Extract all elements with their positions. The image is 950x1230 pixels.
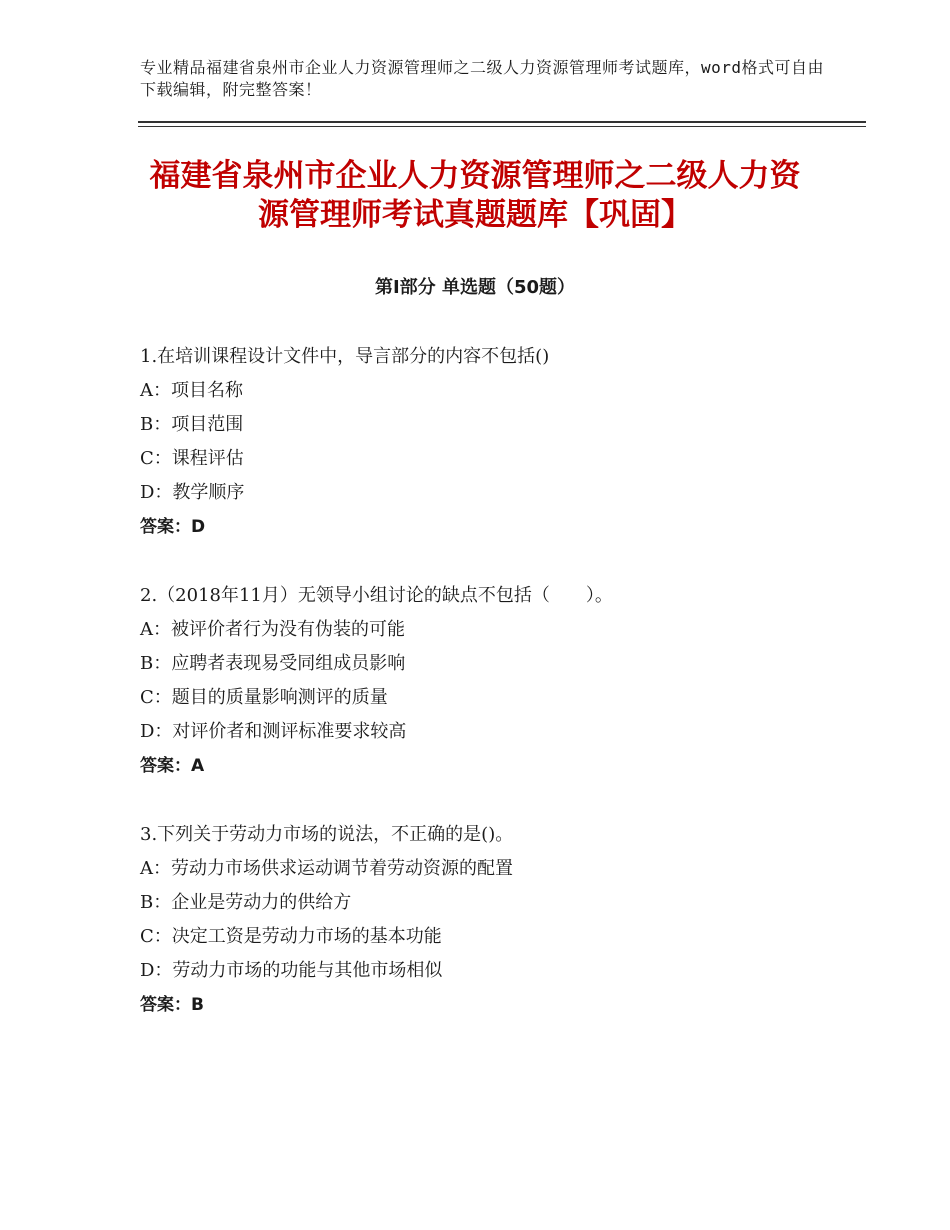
option-c: C：题目的质量影响测评的质量: [140, 687, 388, 708]
option-d: D：教学顺序: [140, 482, 245, 503]
option-d: D：对评价者和测评标准要求较高: [140, 721, 407, 742]
option-b: B：企业是劳动力的供给方: [140, 892, 352, 913]
question-stem: 1.在培训课程设计文件中，导言部分的内容不包括(): [140, 346, 550, 367]
section-heading: 第Ⅰ部分 单选题（50题）: [374, 277, 575, 298]
header-rule-thin: [138, 126, 866, 127]
question-3: [140, 818, 860, 1022]
document-title: 福建省泉州市企业人力资源管理师之二级人力资源管理师考试真题题库【巩固】: [149, 158, 801, 233]
option-a: A：项目名称: [140, 380, 243, 401]
answer: 答案：D: [140, 517, 206, 537]
question-1: [140, 340, 860, 544]
header-rule-thick: [138, 121, 866, 123]
option-a: A：被评价者行为没有伪装的可能: [140, 619, 405, 640]
option-c: C：课程评估: [140, 448, 244, 469]
option-c: C：决定工资是劳动力市场的基本功能: [140, 926, 442, 947]
option-b: B：项目范围: [140, 414, 244, 435]
header-note: 专业精品福建省泉州市企业人力资源管理师之二级人力资源管理师考试题库，word格式可自由下载编辑，附完整答案！: [140, 58, 825, 99]
question-2: [140, 579, 860, 783]
option-b: B：应聘者表现易受同组成员影响: [140, 653, 406, 674]
answer: 答案：A: [140, 756, 205, 776]
question-stem: 3.下列关于劳动力市场的说法，不正确的是()。: [140, 824, 514, 845]
answer: 答案：B: [140, 995, 204, 1015]
question-stem: 2.（2018年11月）无领导小组讨论的缺点不包括（ ）。: [140, 585, 613, 606]
option-a: A：劳动力市场供求运动调节着劳动资源的配置: [140, 858, 513, 879]
option-d: D：劳动力市场的功能与其他市场相似: [140, 960, 443, 981]
